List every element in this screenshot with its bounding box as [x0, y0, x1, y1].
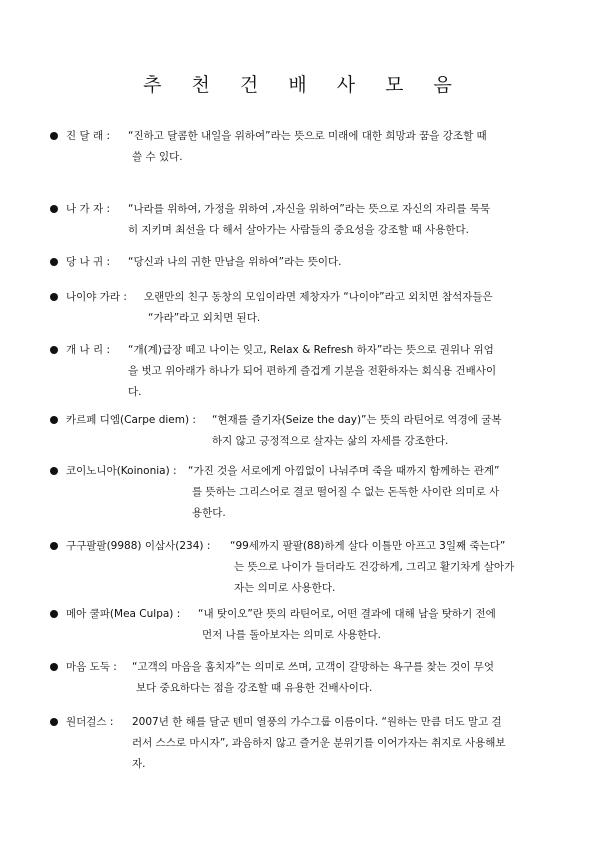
entry-line: “나라를 위하여, 가정을 위하여 ,자신을 위하여”라는 뜻으로 자신의 자리를 묵묵 [128, 203, 491, 215]
entry-term: 카르페 디엠(Carpe diem) : [66, 414, 196, 426]
entry-line: 용한다. [192, 507, 226, 519]
bullet-icon [50, 467, 58, 475]
entry-line: “내 탓이오”란 뜻의 라틴어로, 어떤 결과에 대해 남을 탓하기 전에 [198, 608, 496, 620]
bullet-icon [50, 132, 58, 140]
bullet-icon [50, 718, 58, 726]
bullet-icon [50, 258, 58, 266]
bullet-icon [50, 663, 58, 671]
entry-line: “가진 것을 서로에게 아낌없이 나눠주며 죽을 때까지 함께하는 관계” [188, 465, 500, 477]
entry-line: 자. [132, 758, 146, 770]
entry-line: 다. [128, 386, 142, 398]
entry-term: 당 나 귀 : [66, 256, 110, 268]
entry-line: 쓸 수 있다. [132, 151, 183, 163]
entry-term: 마음 도둑 : [66, 661, 117, 673]
entry-line: 러서 스스로 마시자”, 과음하지 않고 즐거운 분위기를 이어가자는 취지로 사용해보 [132, 737, 506, 749]
entry-line: “당신과 나의 귀한 만남을 위하여”라는 뜻이다. [128, 256, 342, 268]
bullet-icon [50, 293, 58, 301]
bullet-icon [50, 542, 58, 550]
entry-line: 2007년 한 해를 달군 텐미 열풍의 가수그룹 이름이다. “원하는 만큼 더도 말고 걸 [132, 716, 502, 728]
entry-line: 히 지키며 최선을 다 해서 살아가는 사람들의 중요성을 강조할 때 사용한다. [128, 224, 470, 236]
entry-line: “99세까지 팔팔(88)하게 살다 이틀만 아프고 3일째 죽는다” [230, 540, 506, 552]
entry-line: “가라”라고 외치면 된다. [148, 312, 261, 324]
entry-line: “진하고 달콤한 내일을 위하여”라는 뜻으로 미래에 대한 희망과 꿈을 강조할 때 [128, 130, 487, 142]
bullet-icon [50, 205, 58, 213]
entry-term: 나이야 가라 : [66, 291, 127, 303]
entry-line: 을 벗고 위아래가 하나가 되어 편하게 즐겁게 기분을 전환하자는 회식용 건배사이 [128, 365, 497, 377]
entry-line: 보다 중요하다는 점을 강조할 때 유용한 건배사이다. [136, 682, 373, 694]
entry-line: 자는 의미로 사용한다. [234, 582, 336, 594]
entry-term: 메아 쿨파(Mea Culpa) : [66, 608, 181, 620]
entry-term: 개 나 리 : [66, 344, 110, 356]
entry-line: “현재를 즐기자(Seize the day)”는 뜻의 라틴어로 역경에 굴복 [212, 414, 502, 426]
entry-line: “고객의 마음을 훔치자”는 의미로 쓰며, 고객이 갈망하는 욕구를 찾는 것이 무엇 [132, 661, 495, 673]
entry-line: 먼저 나를 돌아보자는 의미로 사용한다. [202, 629, 381, 641]
entry-line: 하지 않고 긍정적으로 살자는 삶의 자세를 강조한다. [212, 435, 449, 447]
entry-line: 는 뜻으로 나이가 들더라도 건강하게, 그리고 활기차게 살아가 [234, 561, 515, 573]
entry-line: 를 뜻하는 그리스어로 결코 떨어질 수 없는 돈독한 사이란 의미로 사 [192, 486, 500, 498]
bullet-icon [50, 610, 58, 618]
entry-term: 진 달 래 : [66, 130, 110, 142]
bullet-icon [50, 416, 58, 424]
entry-line: 오랜만의 친구 동창의 모임이라면 제창자가 “나이야”라고 외치면 참석자들은 [144, 291, 493, 303]
page-title: 추 천 건 배 사 모 음 [143, 74, 464, 96]
entry-term: 코이노니아(Koinonia) : [66, 465, 177, 477]
bullet-icon [50, 346, 58, 354]
entry-line: “개(계)급장 떼고 나이는 잊고, Relax & Refresh 하자”라는 뜻으로 권위나 위엄 [128, 344, 494, 356]
entry-term: 나 가 자 : [66, 203, 110, 215]
entry-term: 원더걸스 : [66, 716, 114, 728]
entry-term: 구구팔팔(9988) 이삼사(234) : [66, 540, 211, 552]
